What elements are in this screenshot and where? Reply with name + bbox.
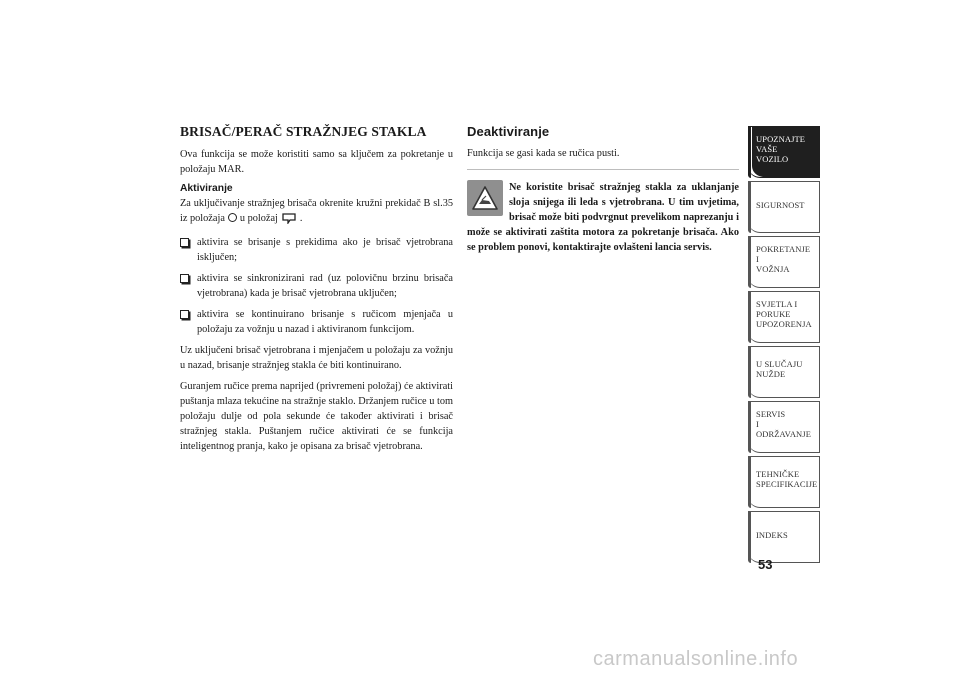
right-column: [467, 124, 739, 255]
tab-servis-i-odrzavanje[interactable]: SERVIS I ODRŽAVANJE: [748, 401, 820, 453]
list-item: aktivira se brisanje s prekidima ako je brisač vjetrobrana isključen;: [180, 235, 453, 265]
list-item: aktivira se sinkronizirani rad (uz polovičnu brzinu brisača vjetrobrana) kada je brisač vjetrobrana uključen;: [180, 271, 453, 301]
checkbox-bullet-icon: [180, 310, 189, 319]
chapter-tabs: [748, 126, 820, 566]
activation-text-before: Za uključivanje stražnjeg brisača okrenite kružni prekidač B sl.35 iz položaja: [180, 198, 453, 224]
intro-paragraph: Ova funkcija se može koristiti samo sa ključem za pokretanje u položaju MAR.: [180, 149, 453, 175]
tab-svjetla-i-poruke[interactable]: SVJETLA I PORUKE UPOZORENJA: [748, 291, 820, 343]
checkbox-bullet-icon: [180, 238, 189, 247]
tab-upoznajte-vase-vozilo[interactable]: UPOZNAJTE VAŠE VOZILO: [748, 126, 820, 178]
activation-heading: Aktiviranje: [180, 183, 233, 194]
tab-indeks[interactable]: INDEKS: [748, 511, 820, 563]
warning-triangle-icon: [467, 180, 503, 216]
deactivation-paragraph: Funkcija se gasi kada se ručica pusti.: [467, 148, 620, 159]
tab-sigurnost[interactable]: SIGURNOST: [748, 181, 820, 233]
checkbox-bullet-icon: [180, 274, 189, 283]
warning-box: [467, 180, 739, 255]
off-position-icon: [228, 213, 237, 222]
section-title: BRISAČ/PERAČ STRAŽNJEG STAKLA: [180, 124, 427, 139]
activation-list: [180, 235, 453, 337]
watermark: carmanualsonline.info: [593, 648, 799, 670]
left-column: [180, 124, 453, 460]
activation-paragraph: [180, 196, 453, 229]
list-item: aktivira se kontinuirano brisanje s ručicom mjenjača u položaju za vožnju u nazad i aktiviranom funkcijom.: [180, 307, 453, 337]
warning-text: Ne koristite brisač stražnjeg stakla za uklanjanje sloja snijega ili leda s vjetrobrana. U tim uvjetima, brisač može biti podvrgnut prevelikom naprezanju i može se aktivirati zaštita motora za pokretanje brisača. Ako se problem ponovi, kontaktirajte ovlašteni lancia servis.: [467, 182, 739, 253]
tab-pokretanje-i-voznja[interactable]: POKRETANJE I VOŽNJA: [748, 236, 820, 288]
rear-wiper-icon: [282, 212, 296, 229]
reverse-paragraph: Uz uključeni brisač vjetrobrana i mjenjačem u položaju za vožnju u nazad, brisanje stražnjeg stakla će biti kontinuirano.: [180, 345, 453, 371]
tab-u-slucaju-nuzde[interactable]: U SLUČAJU NUŽDE: [748, 346, 820, 398]
page-number: 53: [758, 557, 773, 572]
washer-paragraph: Guranjem ručice prema naprijed (privremeni položaj) će aktivirati puštanja mlaza tekućine na stražnje staklo. Držanjem ručice u tom položaju dulje od pola sekunde će također aktivirati i brisač stražnjeg stakla. Puštanjem ručice aktivirati će se funkcija inteligentnog pranja, kako je opisana za brisač vjetrobrana.: [180, 381, 453, 452]
activation-text-middle: u položaj: [239, 213, 278, 224]
tab-tehnicke-specifikacije[interactable]: TEHNIČKE SPECIFIKACIJE: [748, 456, 820, 508]
divider: [467, 169, 739, 170]
activation-text-after: .: [299, 213, 303, 224]
deactivation-title: Deaktiviranje: [467, 124, 550, 139]
